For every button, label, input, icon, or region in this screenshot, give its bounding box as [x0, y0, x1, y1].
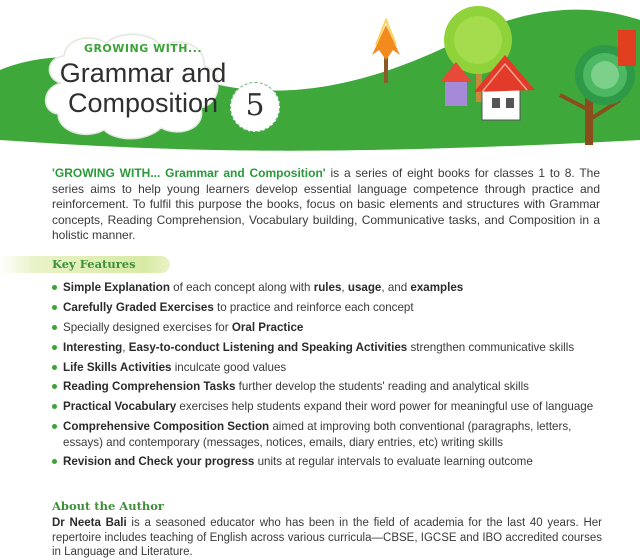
publisher-tag — [618, 30, 636, 66]
title-line-2: Composition — [67, 88, 219, 118]
volume-badge: 5 — [230, 82, 280, 132]
book-title — [48, 58, 238, 118]
key-features-heading: Key Features — [52, 257, 136, 271]
author-bio: is a seasoned educator who has been in the field of academia for the last 40 years. Her repertoire includes teaching of English across various curricula—CBSE, IGCSE and IBO accredited courses in Language and Literature. — [52, 517, 602, 558]
list-item: Specially designed exercises for Oral Practice — [52, 320, 607, 335]
list-item: Practical Vocabulary exercises help students expand their word power for meaningful use of language — [52, 399, 607, 414]
intro-paragraph — [52, 166, 600, 244]
series-kicker: GROWING WITH... — [83, 42, 203, 55]
title-line-1: Grammar and — [59, 58, 227, 88]
list-item: Reading Comprehension Tasks further develop the students' reading and analytical skills — [52, 379, 607, 394]
list-item: Comprehensive Composition Section aimed at improving both conventional (paragraphs, letters, essays) and contemporary (messages, notices, emails, diary entries, etc) writing skills — [52, 419, 607, 450]
list-item: Simple Explanation of each concept along with rules, usage, and examples — [52, 280, 607, 295]
author-heading: About the Author — [52, 499, 164, 513]
series-name: 'GROWING WITH... Grammar and Composition' — [52, 166, 326, 180]
list-item: Carefully Graded Exercises to practice and reinforce each concept — [52, 300, 607, 315]
list-item: Revision and Check your progress units at regular intervals to evaluate learning outcome — [52, 454, 607, 469]
author-paragraph — [52, 516, 602, 560]
intro-text: is a series of eight books for classes 1 to 8. The series aims to help young learners develop essential language competence through practice and reinforcement. To fulfil this purpose the books, focus on basic elements and structures with Grammar concepts, Reading Comprehension, Vocabulary building, Communicative tasks, and Composition in a holistic manner. — [52, 166, 600, 242]
author-name: Dr Neeta Bali — [52, 517, 127, 529]
list-item: Life Skills Activities inculcate good values — [52, 360, 607, 375]
list-item: Interesting, Easy-to-conduct Listening and Speaking Activities strengthen communicative skills — [52, 340, 607, 355]
key-features-list — [52, 280, 607, 474]
